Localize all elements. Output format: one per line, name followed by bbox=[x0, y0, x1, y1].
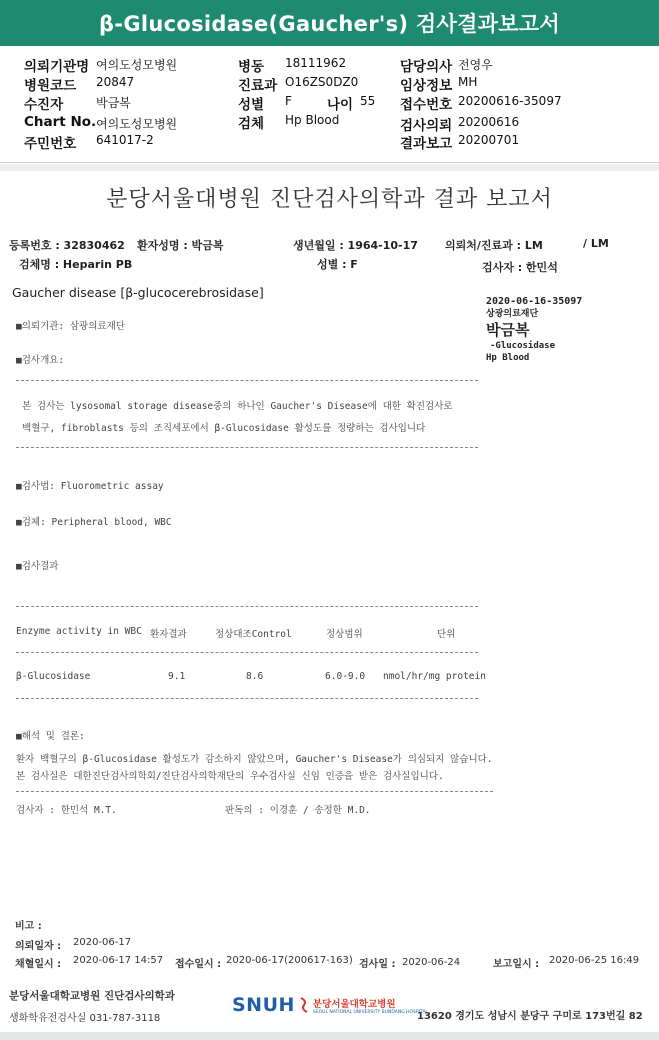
label-receipt-no: 접수번호 bbox=[400, 97, 453, 113]
interpretation-line-2: 본 검사실은 대한진단검사의학회/진단검사의학재단의 우수검사실 신임 인증을 받은 검사실입니다. bbox=[16, 771, 444, 782]
overview-heading: ■검사개요: bbox=[16, 355, 65, 366]
remark-label: 비고 : bbox=[15, 921, 42, 932]
table-header-control: 정상대조Control bbox=[215, 629, 292, 640]
label-doctor: 담당의사 bbox=[400, 59, 453, 75]
bottom-strip bbox=[0, 1032, 659, 1040]
label-sex: 성별 bbox=[238, 97, 265, 113]
reader-line: 판독의 : 이경훈 / 송정한 M.D. bbox=[225, 805, 371, 816]
collection-date-label: 채혈일시 : bbox=[15, 959, 62, 970]
department-name: 분당서울대학교병원 진단검사의학과 bbox=[9, 990, 175, 1002]
label-specimen: 검체 bbox=[238, 116, 265, 132]
patient-name: 환자성명 : 박금복 bbox=[137, 239, 224, 252]
divider bbox=[16, 447, 478, 448]
tester-line: 검사자 : 한민석 M.T. bbox=[16, 805, 117, 816]
lab-contact: 생화학유전검사실 031-787-3118 bbox=[9, 1013, 161, 1024]
stamp-institution: 상광의료재단 bbox=[486, 309, 539, 319]
receipt-date-label: 접수일시 : bbox=[175, 959, 222, 970]
label-department: 진료과 bbox=[238, 78, 278, 94]
divider bbox=[16, 698, 478, 699]
label-age: 나이 bbox=[327, 97, 354, 113]
table-cell-range: 6.0-9.0 bbox=[325, 671, 366, 682]
value-ward: 18111962 bbox=[285, 56, 347, 70]
registration-number: 등록번호 : 32830462 bbox=[9, 239, 125, 252]
report-title-bar: β-Glucosidase(Gaucher's) 검사결과보고서 bbox=[0, 0, 659, 46]
test-date-value: 2020-06-24 bbox=[402, 957, 461, 968]
request-date-label: 의뢰일자 : bbox=[15, 941, 62, 952]
label-result-report: 결과보고 bbox=[400, 136, 453, 152]
value-institution: 여의도성모병원 bbox=[96, 58, 178, 72]
label-ward: 병동 bbox=[238, 59, 265, 75]
method-line: ■검사법: Fluorometric assay bbox=[16, 481, 164, 492]
request-date-value: 2020-06-17 bbox=[73, 937, 132, 948]
collection-date-value: 2020-06-17 14:57 bbox=[73, 955, 164, 966]
report-date-value: 2020-06-25 16:49 bbox=[549, 955, 640, 966]
table-cell-control: 8.6 bbox=[246, 671, 264, 682]
logo-hospital-english: SEOUL NATIONAL UNIVERSITY BUNDANG HOSPITAL bbox=[312, 1009, 428, 1015]
institution-line: ■의뢰기관: 삼광의료재단 bbox=[16, 321, 125, 332]
value-receipt-no: 20200616-35097 bbox=[458, 94, 562, 108]
specimen-name: 검체명 : Heparin PB bbox=[19, 258, 133, 271]
label-resident-no: 주민번호 bbox=[24, 136, 77, 152]
value-department: O16ZS0DZ0 bbox=[285, 75, 359, 89]
section-separator bbox=[0, 164, 659, 171]
stamp-specimen: Hp Blood bbox=[486, 353, 530, 363]
disease-name: Gaucher disease [β-glucocerebrosidase] bbox=[12, 285, 264, 300]
interpretation-line-1: 환자 백혈구의 β-Glucosidase 활성도가 감소하지 않았으며, Gaucher's Disease가 의심되지 않습니다. bbox=[16, 754, 493, 765]
value-sex: F bbox=[285, 94, 292, 108]
value-hospital-code: 20847 bbox=[96, 75, 135, 89]
stamp-receipt-no: 2020-06-16-35097 bbox=[486, 296, 583, 307]
specimen-label-stamp bbox=[486, 296, 582, 364]
table-header-range: 정상범위 bbox=[326, 629, 363, 640]
logo-mark-icon bbox=[299, 997, 309, 1013]
hospital-logo bbox=[232, 994, 428, 1016]
referral-department-2: / LM bbox=[583, 237, 609, 250]
table-header-enzyme: Enzyme activity in WBC bbox=[16, 626, 142, 637]
results-heading: ■검사결과 bbox=[16, 561, 59, 572]
examiner: 검사자 : 한민석 bbox=[482, 261, 558, 274]
hospital-address: 13620 경기도 성남시 분당구 구미로 173번길 82 bbox=[417, 1011, 643, 1022]
logo-hospital-name: 분당서울대학교병원 bbox=[312, 998, 396, 1010]
value-patient: 박금복 bbox=[96, 96, 131, 110]
table-cell-patient: 9.1 bbox=[168, 671, 186, 682]
value-doctor: 전영우 bbox=[458, 58, 493, 72]
table-header-unit: 단위 bbox=[437, 629, 456, 640]
table-cell-unit: nmol/hr/mg protein bbox=[383, 671, 486, 682]
divider bbox=[16, 380, 478, 381]
report-sex: 성별 : F bbox=[317, 258, 358, 271]
divider bbox=[16, 652, 478, 653]
label-chart-no: Chart No. bbox=[24, 114, 97, 130]
table-header-patient: 환자결과 bbox=[150, 629, 187, 640]
birth-date: 생년월일 : 1964-10-17 bbox=[293, 239, 418, 252]
receipt-date-value: 2020-06-17(200617-163) bbox=[226, 955, 353, 966]
test-date-label: 검사일 : bbox=[359, 959, 396, 970]
overview-line-2: 백혈구, fibroblasts 등의 조직세포에서 β-Glucosidase 활성도를 정량하는 검사입니다 bbox=[22, 423, 426, 434]
divider bbox=[16, 606, 478, 607]
label-clinical-info: 임상정보 bbox=[400, 78, 453, 94]
label-patient: 수진자 bbox=[24, 97, 64, 113]
value-specimen: Hp Blood bbox=[285, 113, 340, 127]
label-test-request: 검사의뢰 bbox=[400, 118, 453, 134]
overview-line-1: 본 검사는 lysosomal storage disease중의 하나인 Gaucher's Disease에 대한 확진검사로 bbox=[22, 401, 453, 412]
divider bbox=[16, 791, 493, 792]
value-test-request: 20200616 bbox=[458, 115, 520, 129]
header-info bbox=[0, 51, 659, 163]
value-result-report: 20200701 bbox=[458, 133, 520, 147]
label-hospital-code: 병원코드 bbox=[24, 78, 77, 94]
table-cell-enzyme: β-Glucosidase bbox=[16, 671, 91, 682]
value-chart-no: 여의도성모병원 bbox=[96, 117, 178, 131]
referral-department: 의뢰처/진료과 : LM bbox=[445, 239, 543, 252]
interpretation-heading: ■해석 및 결론: bbox=[16, 731, 85, 742]
stamp-test: -Glucosidase bbox=[490, 341, 556, 351]
report-date-label: 보고일시 : bbox=[493, 959, 540, 970]
label-institution: 의뢰기관명 bbox=[24, 59, 90, 75]
stamp-patient: 박금복 bbox=[486, 321, 530, 339]
report-heading: 분당서울대병원 진단검사의학과 결과 보고서 bbox=[106, 187, 553, 212]
snuh-logo-text: SNUH bbox=[232, 994, 295, 1016]
value-clinical-info: MH bbox=[458, 75, 478, 89]
value-resident-no: 641017-2 bbox=[96, 133, 154, 147]
sample-line: ■검체: Peripheral blood, WBC bbox=[16, 517, 172, 528]
value-age: 55 bbox=[360, 94, 376, 108]
